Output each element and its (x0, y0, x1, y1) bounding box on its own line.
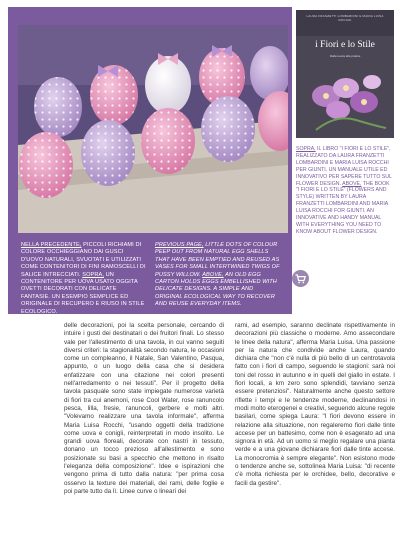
caption-english-lead: PREVIOUS PAGE, (155, 242, 204, 248)
caption-italian-text-2: UN CONTENITORE PER UOVA USATO OGGITA OVETTI DECORATI CON DELICATE FANTASIE. UN ESEMPIO SEMPLICE ED ORIGINALE DI RECUPERO E RIUSO IN STILE ECOLOGICO. (21, 271, 145, 315)
book-caption-text: IL LIBRO "I FIORI E LO STILE", REALIZZATO DA LAURA FRANZETTI LOMBARDINI E MARIA LUISA ROCCHI PER GIUNTI, UN MANUALE UTILE ED INNOVATIVO PER SAPERE TUTTO SUL FLOWER DESIGN. (296, 146, 392, 187)
caption-italian (21, 242, 147, 316)
caption-english-lead-2: ABOVE, (202, 271, 224, 278)
caption-english (155, 242, 281, 309)
book-subtitle: Dalla teoria alla pratica (329, 54, 361, 58)
eggs-in-carton-icon (18, 25, 288, 233)
orchid-flowers-icon (296, 10, 394, 138)
eggs-in-carton-photo (18, 25, 288, 233)
caption-english-text: LITTLE DOTS OF COLOUR PEEP OUT FROM NATURAL EGG SHELLS THAT HAVE BEEN EMPTIED AND REUSED AS VASES FOR SMALL INTERTWINED TWIGS OF PUSSY WILLOW. (155, 242, 280, 278)
feature-panel (8, 7, 292, 314)
book-caption-lead-2: ABOVE, (342, 180, 362, 187)
shopping-cart-icon[interactable] (292, 270, 309, 287)
caption-english-text-2: AN OLD EGG CARTON HOLDS EGGS EMBELLISHED WITH DELICATE DESIGNS. A SIMPLE AND ORIGINAL ECOLOGICAL WAY TO RECOVER AND REUSE EVERYDAY ITEMS. (155, 271, 277, 308)
book-cover-image[interactable] (296, 10, 394, 138)
article-column-2: rami, ad esempio, saranno declinate rispettivamente in decorazioni più classiche o moderne. Amo assecondare le linee della natura", afferma Maria Luisa. Una passione per la natura che condivide anche Laura, quando dichiara che "non c'è nulla di più bello di un centrotavola fatto con i fiori di campo, seguendo le stagioni: sarà noi toni del rosso in autunno e in quelli del giallo in estate. I fiori locali, a km zero sono splendidi, tavviano senza essere pretenziosi". Naturalmente anche questo settore riflette i tempi e le tendenze moderne, declinandosi in modi molto eterogenei e creativi, seguendo alcune regole basilari, come spiega Laura: "I fiori devono essere in relazione alla situazione, non regaleremo fiori dalle tinte accese per un battesimo, come non è esagerato ad una signora in età. Ad un uomo si meglio regalare una pianta verde e a una giovane dichiarare fiori dalle tinte accese. La monocromia è sempre elegante". Non esistono mode o tendenze anche se, sottolinea Maria Luisa: "di recente c'è molta richiesta per le orchidee, bello, decorative e facili da gestire". (235, 322, 395, 487)
caption-italian-lead-2: SOPRA, (82, 271, 105, 278)
book-caption (296, 146, 394, 236)
book-authors: LAURA FRANZETTI LOMBARDINI E MARIA LUISA ROCCHI (306, 14, 384, 22)
book-caption-lead: SOPRA, (296, 146, 316, 152)
caption-italian-lead: NELLA PRECEDENTE, (21, 242, 82, 248)
article-column-1: delle decorazioni, poi la scelta personale, cercando di intuire i gusti dei destinatari o dei fruitori finali. Lo stesso vale per l'allestimento di una tavola, in cui vanno seguiti diversi criteri: la stagionalità secondo natura, le occasioni come un compleanno, il Natale, San Valentino, Pasqua, appunto, o un luogo della casa che si desidera enfatizzare con una citazione nei colori presenti nell'arredamento o nei tessuti". Per il progetto della tavola pasquale sono state impiegate numerose varietà di fiori tra cui anemoni, rose Cool Water, rose ranuncolo pesca, lilla, fresie, ranuncoli, gerbere e molti altri. "Volevamo realizzare una tavola informale", afferma Maria Luisa Rocchi, "usando oggetti della tradizione come uova e conigli, reinterpretati in modo insolito. Le grandi uova floreali, decorate con nastri in tessuto, donano un tocco prezioso all'allestimento e sono posizionate su basi a specchio che mettono in risalto l'eleganza della composizione". Idee e ispirazioni che vengono prima di tutto dalla natura: "per prima cosa osservo la texture dei materiali, dei rami, delle foglie e poi parte tutto da lì. Linee curve o lineari dei (64, 322, 224, 495)
caption-italian-text: PICCOLI RICHIAMI DI COLORE OCCHIEGGIANO DAI GUSCI D'UOVO NATURALI, SVUOTATI E UTILIZZATI COME CONTENITORI DI FINI RAMOSCELLI DI SALICE INTRECCIATI. (21, 242, 146, 278)
book-title: i Fiori e lo Stile (315, 40, 375, 50)
book-caption-text-2: THE BOOK "I FIORI E LO STILE" (FLOWERS AND STYLE) WRITTEN BY LAURA FRANZETTI LOMBARDINI AND MARIA LUISA ROCCHI FOR GIUNTI. AN INNOVATIVE AND HANDY MANUAL WITH EVERYTHING YOU NEED TO KNOW ABOUT FLOWER DESIGN. (296, 180, 390, 235)
